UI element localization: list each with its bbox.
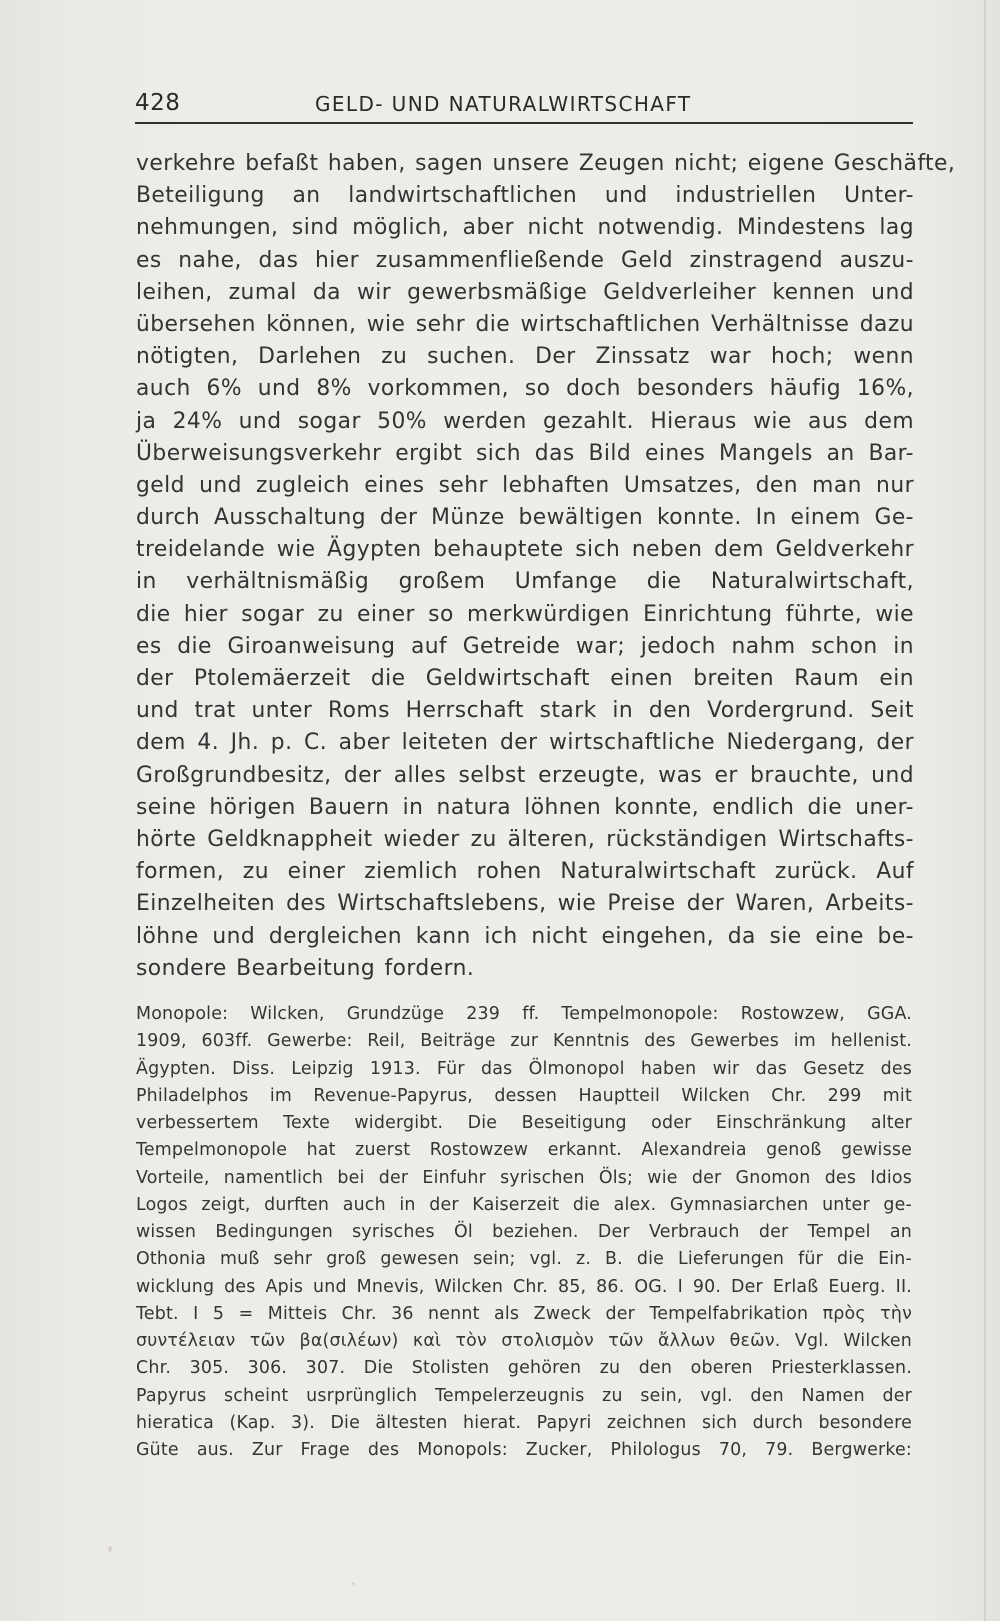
- note-line: Othonia muß sehr groß gewesen sein; vgl. z. B. die Lieferungen für die Ein-: [136, 1249, 912, 1270]
- text-line: löhne und dergleichen kann ich nicht eingehen, da sie eine be-: [136, 923, 914, 949]
- text-line: geld und zugleich eines sehr lebhaften Umsatzes, den man nur: [136, 472, 914, 498]
- text-line: es die Giroanweisung auf Getreide war; jedoch nahm schon in: [136, 633, 914, 659]
- text-line: dem 4. Jh. p. C. aber leiteten der wirtschaftliche Niedergang, der: [136, 730, 914, 756]
- text-line: treidelande wie Ägypten behauptete sich neben dem Geldverkehr: [136, 537, 914, 563]
- text-line: formen, zu einer ziemlich rohen Naturalwirtschaft zurück. Auf: [136, 859, 914, 885]
- note-line: Philadelphos im Revenue-Papyrus, dessen Hauptteil Wilcken Chr. 299 mit: [136, 1085, 912, 1106]
- text-line: durch Ausschaltung der Münze bewältigen konnte. In einem Ge-: [136, 505, 914, 531]
- footnotes: [136, 1001, 912, 1464]
- note-line: wicklung des Apis und Mnevis, Wilcken Chr. 85, 86. OG. I 90. Der Erlaß Euerg. II.: [136, 1276, 912, 1297]
- text-line: hörte Geldknappheit wieder zu älteren, rückständigen Wirtschafts-: [136, 826, 914, 852]
- text-line: ja 24% und sogar 50% werden gezahlt. Hieraus wie aus dem: [136, 408, 914, 434]
- note-line: wissen Bedingungen syrisches Öl beziehen. Der Verbrauch der Tempel an: [136, 1222, 912, 1242]
- note-line: hieratica (Kap. 3). Die ältesten hierat. Papyri zeichnen sich durch besondere: [136, 1412, 912, 1433]
- text-line: nötigten, Darlehen zu suchen. Der Zinssatz war hoch; wenn: [136, 344, 914, 370]
- text-line: verkehre befaßt haben, sagen unsere Zeugen nicht; eigene Geschäfte,: [136, 151, 956, 176]
- text-line: auch 6% und 8% vorkommen, so doch besonders häufig 16%,: [136, 376, 914, 402]
- running-head: GELD- UND NATURALWIRTSCHAFT: [315, 92, 692, 116]
- note-line: Ägypten. Diss. Leipzig 1913. Für das Ölmonopol haben wir das Gesetz des: [136, 1058, 912, 1079]
- note-line: συντέλειαν τῶν βα(σιλέων) καὶ τὸν στολισμὸν τῶν ἄλλων θεῶν. Vgl. Wilcken: [136, 1331, 912, 1351]
- text-line: sondere Bearbeitung fordern.: [136, 955, 475, 981]
- note-line: Vorteile, namentlich bei der Einfuhr syrischen Öls; wie der Gnomon des Idios: [136, 1167, 912, 1188]
- note-line: 1909, 603ff. Gewerbe: Reil, Beiträge zur Kenntnis des Gewerbes im hellenist.: [136, 1031, 912, 1052]
- main-text: [136, 148, 956, 985]
- page-number: 428: [135, 90, 181, 116]
- text-line: Großgrundbesitz, der alles selbst erzeugte, was er brauchte, und: [136, 762, 914, 788]
- text-line: Überweisungsverkehr ergibt sich das Bild eines Mangels an Bar-: [136, 440, 914, 466]
- text-line: es nahe, das hier zusammenfließende Geld zinstragend auszu-: [136, 247, 914, 273]
- text-line: Einzelheiten des Wirtschaftslebens, wie Preise der Waren, Arbeits-: [136, 891, 914, 917]
- page-crease: [984, 0, 986, 1621]
- text-line: übersehen können, wie sehr die wirtschaftlichen Verhältnisse dazu: [136, 311, 914, 337]
- note-line: Tebt. I 5 = Mitteis Chr. 36 nennt als Zweck der Tempelfabrikation πρὸς τὴν: [136, 1303, 912, 1324]
- text-line: die hier sogar zu einer so merkwürdigen Einrichtung führte, wie: [136, 601, 914, 627]
- text-line: seine hörigen Bauern in natura löhnen konnte, endlich die uner-: [136, 794, 914, 820]
- text-line: leihen, zumal da wir gewerbsmäßige Geldverleiher kennen und: [136, 279, 914, 305]
- text-line: und trat unter Roms Herrschaft stark in den Vordergrund. Seit: [136, 698, 914, 724]
- note-line: Monopole: Wilcken, Grundzüge 239 ff. Tempelmonopole: Rostowzew, GGA.: [136, 1004, 912, 1024]
- text-line: in verhältnismäßig großem Umfange die Naturalwirtschaft,: [136, 569, 914, 595]
- note-line: verbessertem Texte widergibt. Die Beseitigung oder Einschränkung alter: [136, 1113, 912, 1133]
- note-line: Chr. 305. 306. 307. Die Stolisten gehören zu den oberen Priesterklassen.: [136, 1358, 912, 1379]
- paper-spot: [352, 1582, 355, 1585]
- paper-spot: [108, 1546, 112, 1552]
- note-line: Logos zeigt, durften auch in der Kaiserzeit die alex. Gymnasiarchen unter ge-: [136, 1194, 912, 1215]
- text-line: Beteiligung an landwirtschaftlichen und industriellen Unter-: [136, 183, 914, 209]
- note-line: Tempelmonopole hat zuerst Rostowzew erkannt. Alexandreia genoß gewisse: [136, 1140, 912, 1161]
- note-line: Güte aus. Zur Frage des Monopols: Zucker, Philologus 70, 79. Bergwerke:: [136, 1440, 912, 1460]
- note-line: Papyrus scheint usrprünglich Tempelerzeugnis zu sein, vgl. den Namen der: [136, 1385, 912, 1406]
- text-line: der Ptolemäerzeit die Geldwirtschaft einen breiten Raum ein: [136, 666, 914, 691]
- page-header: [135, 86, 913, 124]
- text-line: nehmungen, sind möglich, aber nicht notwendig. Mindestens lag: [136, 215, 914, 241]
